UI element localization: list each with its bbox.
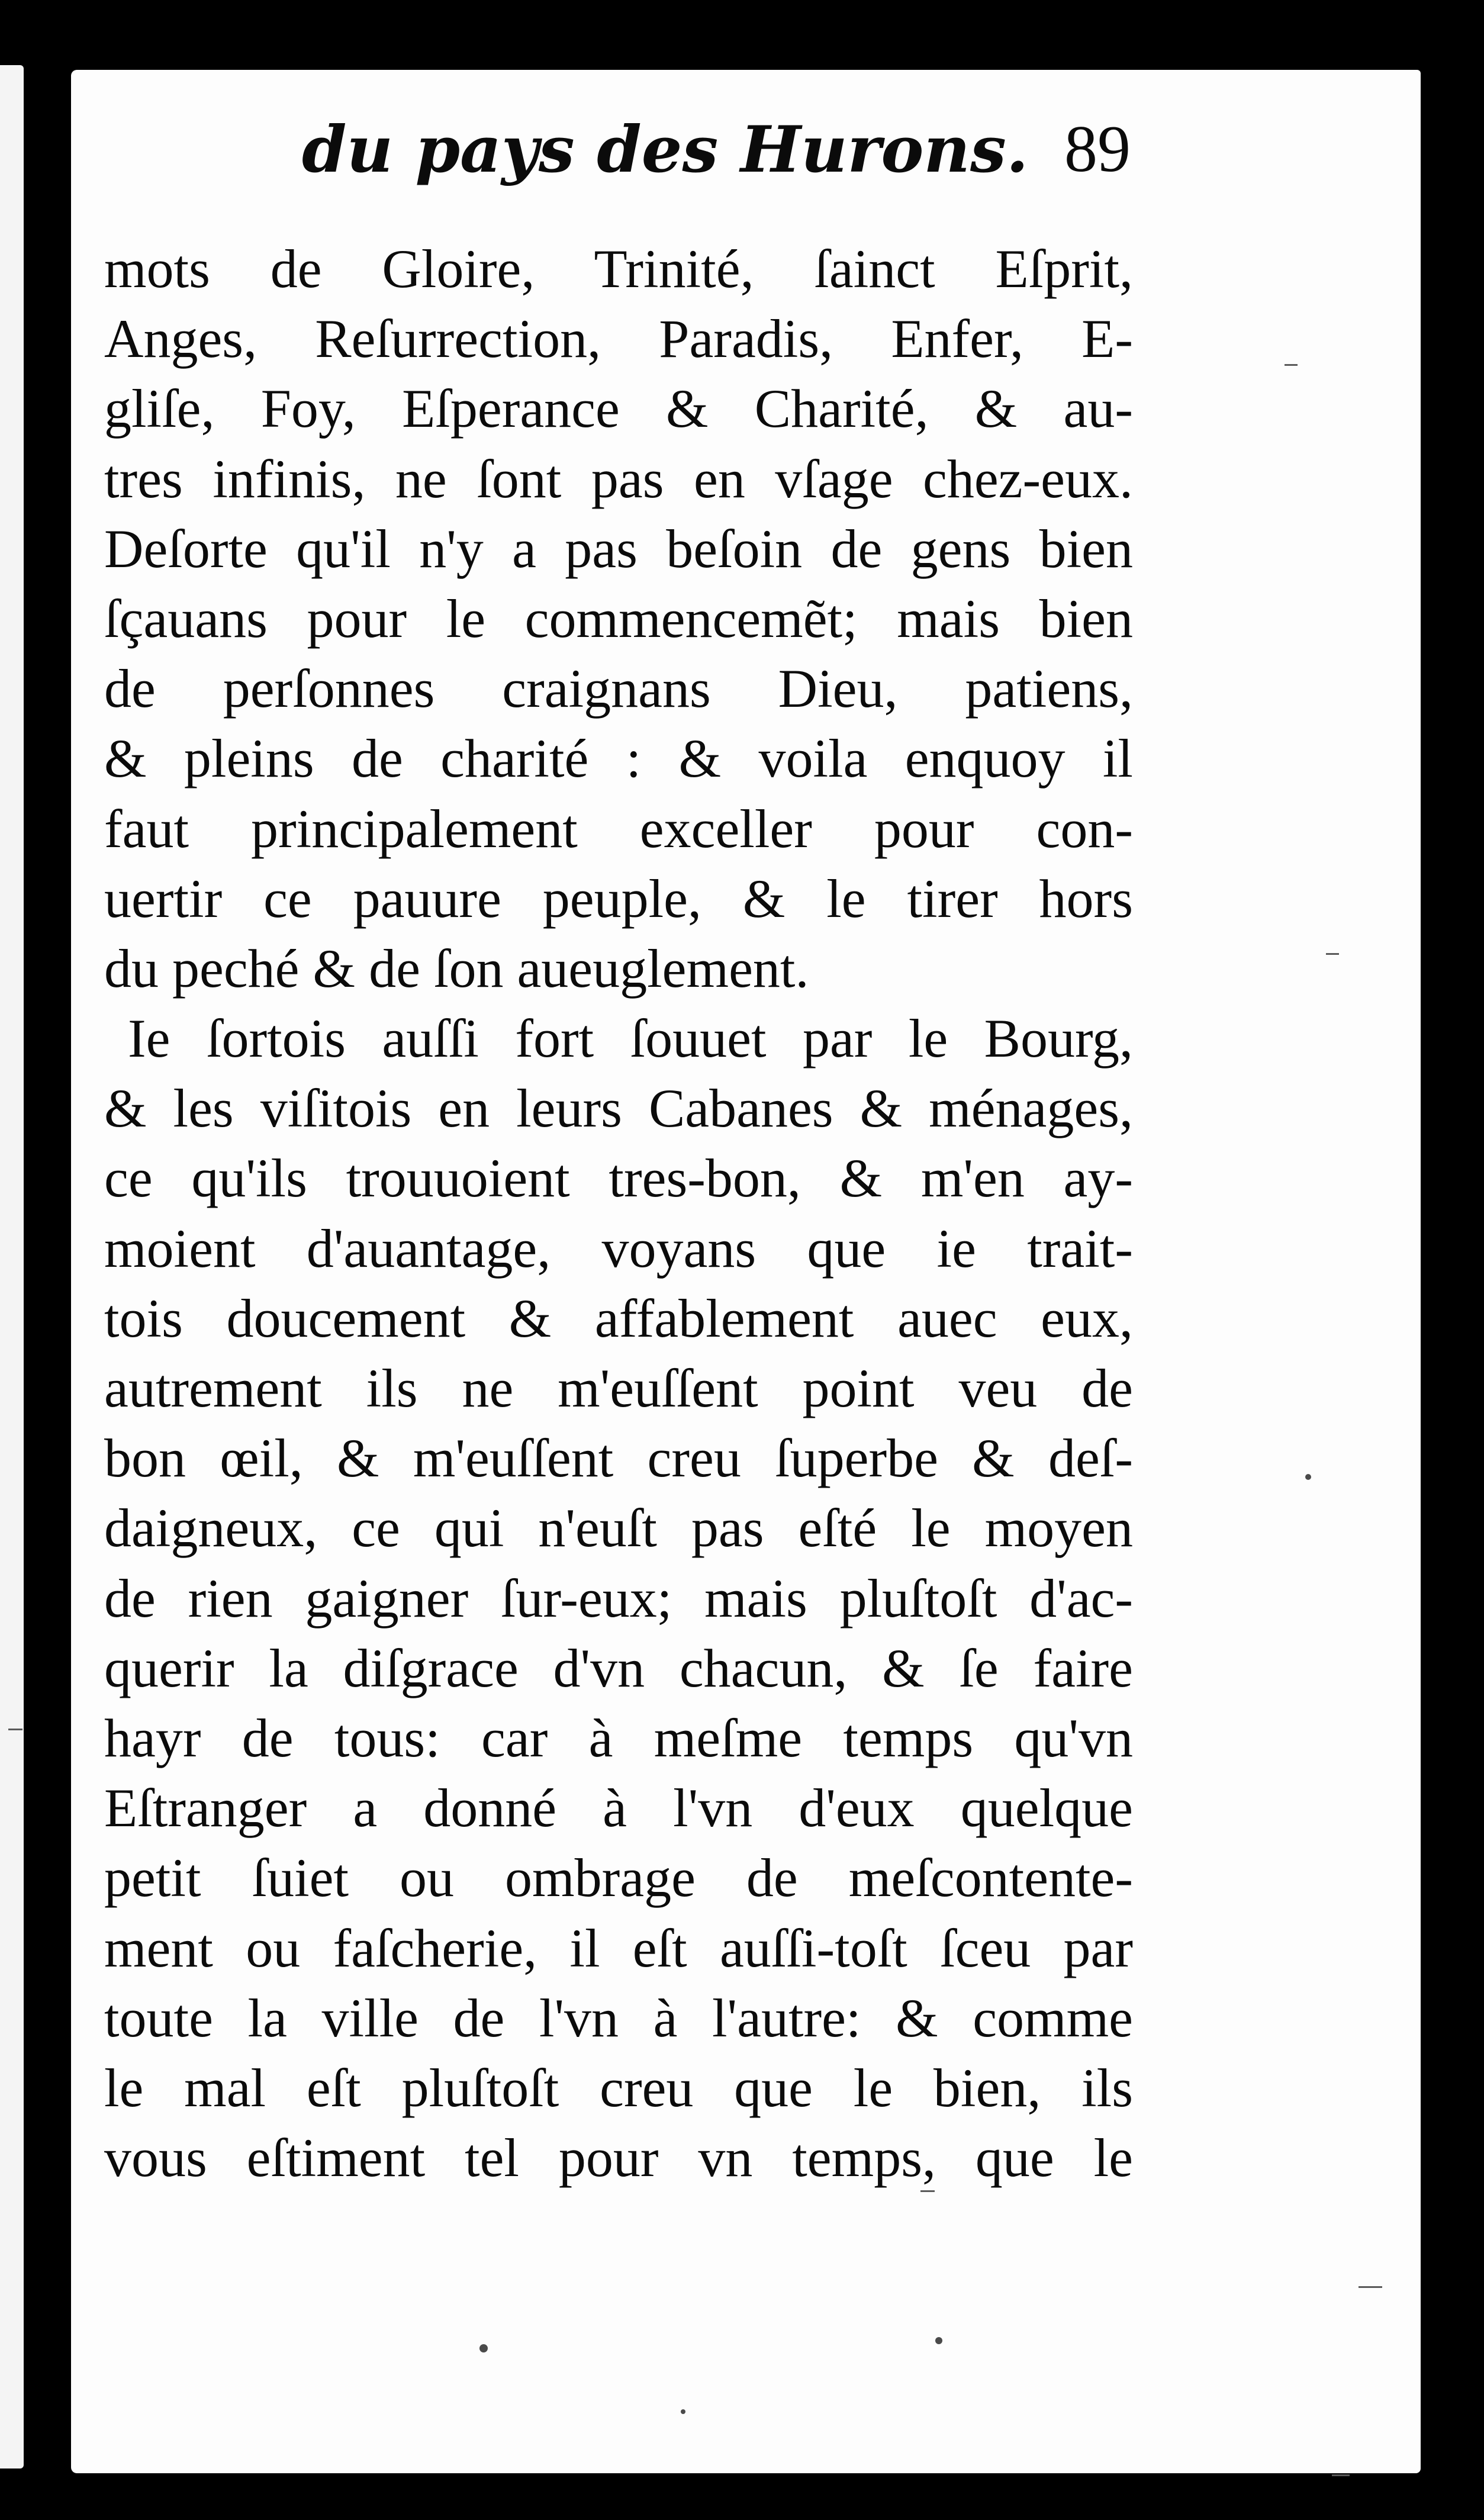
scan-mark — [1285, 364, 1298, 366]
text-line: moient d'auantage, voyans que ie trait- — [104, 1218, 1133, 1279]
scan-mark — [1326, 953, 1339, 955]
text-line: toute la ville de l'vn à l'autre: & comme — [104, 1987, 1133, 2048]
scan-mark — [1359, 2286, 1382, 2288]
scan-mark — [8, 1729, 22, 1730]
text-line: vous eſtiment tel pour vn temps, que le — [104, 2128, 1133, 2188]
text-line: mots de Gloire, Trinité, ſainct Eſprit, — [104, 239, 1133, 299]
text-line: Deſorte qu'il n'y a pas beſoin de gens bien — [104, 518, 1133, 579]
page-header — [231, 89, 1137, 237]
text-line: hayr de tous: car à meſme temps qu'vn — [104, 1707, 1133, 1768]
text-line: petit ſuiet ou ombrage de meſcontente- — [104, 1848, 1133, 1908]
text-line: bon œil, & m'euſſent creu ſuperbe & deſ- — [104, 1428, 1133, 1489]
text-line: du peché & de ſon aueuglement. — [104, 938, 809, 999]
text-line: faut principalement exceller pour con- — [104, 798, 1133, 859]
text-line: ce qu'ils trouuoient tres-bon, & m'en ay- — [104, 1148, 1133, 1209]
body-text — [104, 234, 1133, 2193]
text-line: querir la diſgrace d'vn chacun, & ſe faire — [104, 1637, 1133, 1698]
text-line: Ie ſortois auſſi fort ſouuet par le Bourg, — [128, 1008, 1133, 1069]
page-number: 89 — [1064, 112, 1131, 186]
scan-speck — [1305, 1474, 1311, 1480]
text-line: de perſonnes craignans Dieu, patiens, — [104, 658, 1133, 719]
text-line: le mal eſt pluſtoſt creu que le bien, ils — [104, 2057, 1133, 2118]
text-line: Anges, Reſurrection, Paradis, Enfer, E- — [104, 308, 1133, 369]
text-line: ſçauans pour le commencemẽt; mais bien — [104, 588, 1133, 649]
text-line: & les viſitois en leurs Cabanes & ménages, — [104, 1078, 1133, 1139]
text-line: de rien gaigner ſur-eux; mais pluſtoſt d'ac- — [104, 1568, 1133, 1628]
text-line: ment ou faſcherie, il eſt auſſi-toſt ſceu par — [104, 1917, 1133, 1978]
text-line: tois doucement & affablement auec eux, — [104, 1288, 1133, 1348]
running-title: du pays des Hurons. — [302, 112, 1029, 187]
text-line: & pleins de charité : & voila enquoy il — [104, 728, 1133, 789]
text-line: autrement ils ne m'euſſent point veu de — [104, 1358, 1133, 1418]
scan-mark — [1332, 2474, 1350, 2476]
scan-mark — [920, 2190, 935, 2192]
previous-page-edge — [0, 65, 24, 2468]
text-line: Eſtranger a donné à l'vn d'eux quelque — [104, 1778, 1133, 1839]
text-line: tres infinis, ne ſont pas en vſage chez-eux. — [104, 448, 1133, 509]
text-line: daigneux, ce qui n'euſt pas eſté le moyen — [104, 1498, 1133, 1559]
scan-speck — [681, 2409, 685, 2414]
scan-speck — [935, 2337, 942, 2344]
scan-speck — [479, 2344, 488, 2352]
text-line: gliſe, Foy, Eſperance & Charité, & au- — [104, 378, 1133, 439]
text-line: uertir ce pauure peuple, & le tirer hors — [104, 868, 1133, 929]
